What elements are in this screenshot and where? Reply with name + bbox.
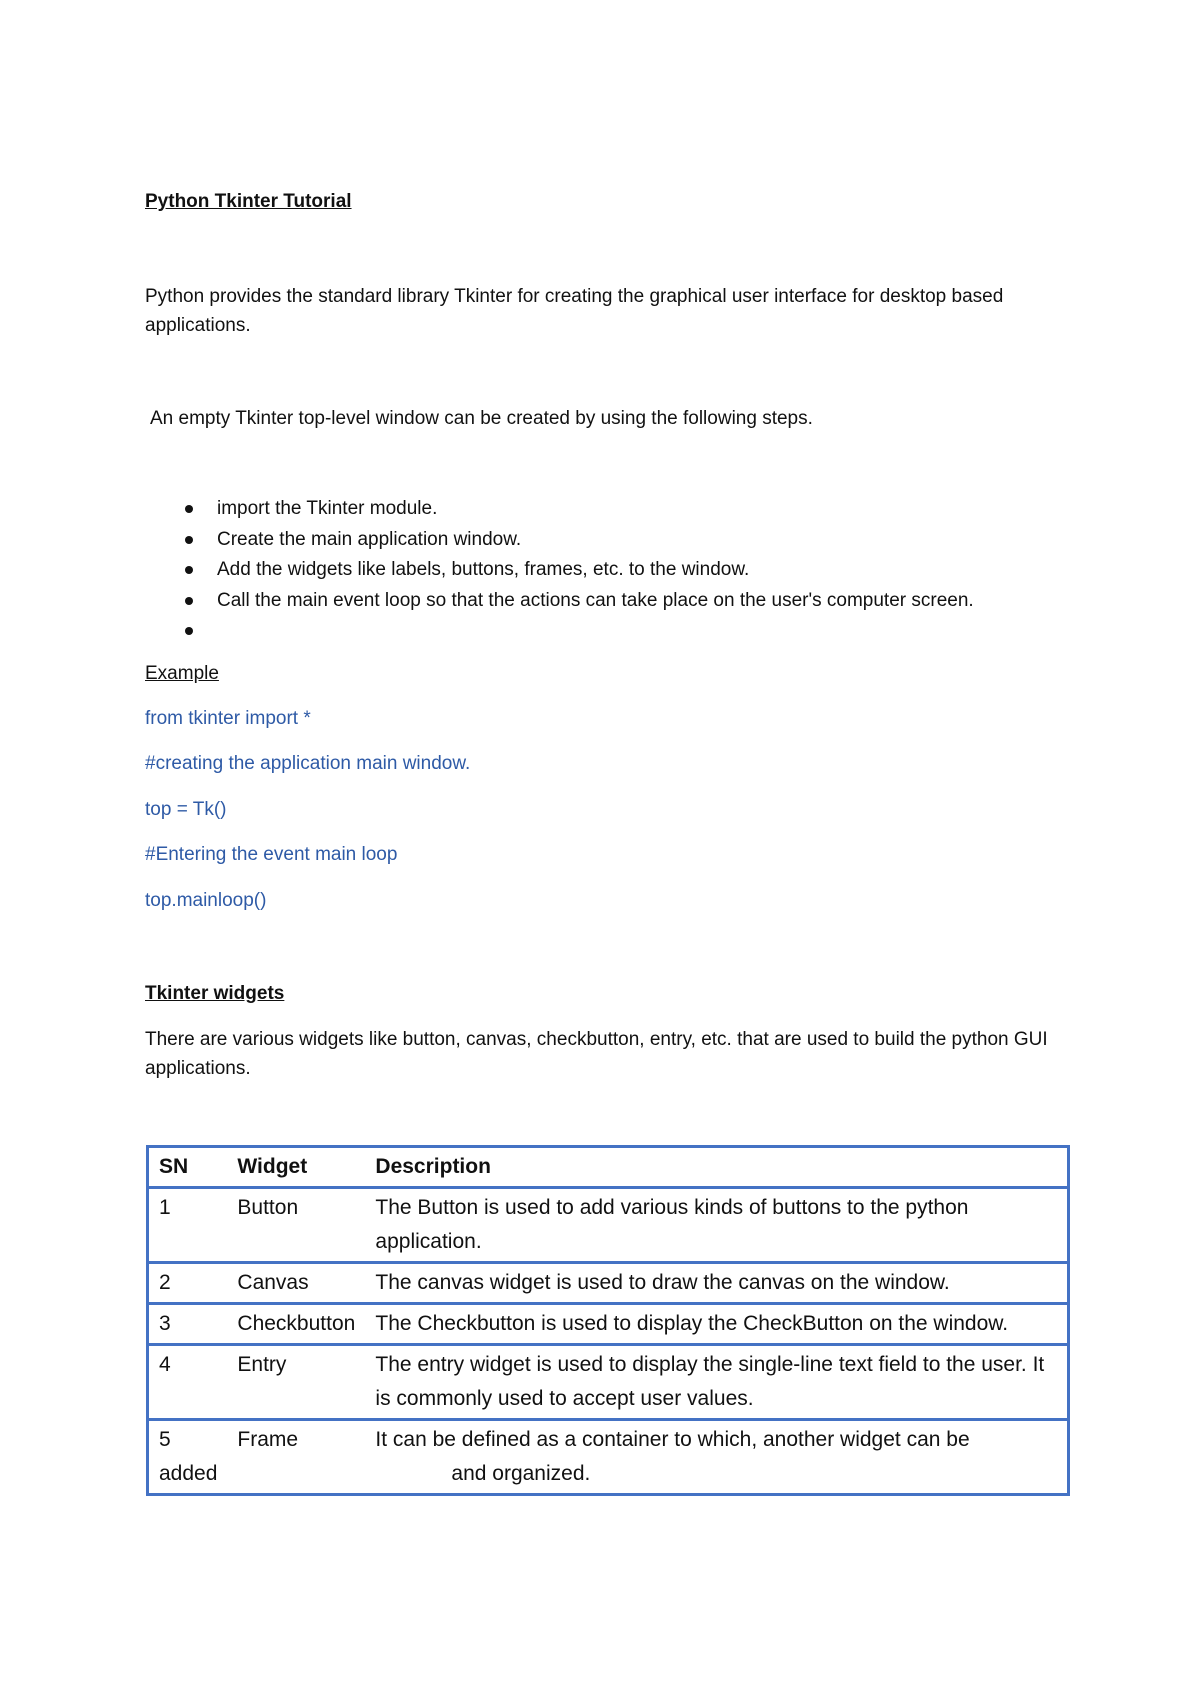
- bullet-icon: [185, 627, 193, 635]
- code-line: #creating the application main window.: [145, 753, 471, 774]
- table-row: [148, 1188, 1069, 1263]
- bullet-icon: [185, 566, 193, 574]
- step-text: Create the main application window.: [217, 528, 522, 550]
- cell-widget: Checkbutton: [227, 1304, 365, 1345]
- step-text: Add the widgets like labels, buttons, frames, etc. to the window.: [217, 559, 750, 580]
- steps-list: [145, 494, 974, 647]
- intro-paragraph: Python provides the standard library Tkinter for creating the graphical user interface for desktop based applications.: [145, 286, 1004, 336]
- cell-sn: 3: [148, 1304, 228, 1345]
- steps-intro: An empty Tkinter top-level window can be created by using the following steps.: [150, 408, 813, 429]
- cell-widget: Canvas: [227, 1263, 365, 1304]
- cell-sn: 1: [148, 1188, 228, 1263]
- cell-widget: Button: [227, 1188, 365, 1263]
- table-row: [148, 1420, 1069, 1495]
- code-line: #Entering the event main loop: [145, 844, 398, 865]
- widgets-intro: There are various widgets like button, canvas, checkbutton, entry, etc. that are used to build the python GUI applications.: [145, 1029, 1048, 1079]
- cell-sn: 2: [148, 1263, 228, 1304]
- cell-description: The Checkbutton is used to display the CheckButton on the window.: [365, 1304, 1068, 1345]
- list-item: [145, 586, 974, 617]
- description-line: and organized.: [451, 1462, 591, 1485]
- list-item: [145, 555, 974, 586]
- bullet-icon: [185, 505, 193, 513]
- cell-description: The Button is used to add various kinds of buttons to the python application.: [365, 1188, 1068, 1263]
- header-widget: Widget: [227, 1147, 365, 1188]
- table-row: [148, 1304, 1069, 1345]
- sn-value: 5: [159, 1428, 171, 1451]
- header-sn: SN: [148, 1147, 228, 1188]
- cell-widget: Entry: [227, 1345, 365, 1420]
- cell-description: [365, 1420, 1068, 1495]
- cell-description: The entry widget is used to display the single-line text field to the user. It is commonly used to accept user values.: [365, 1345, 1068, 1420]
- example-heading: Example: [145, 663, 219, 684]
- description-line: It can be defined as a container to which, another widget can be: [375, 1428, 970, 1451]
- cell-sn: 4: [148, 1345, 228, 1420]
- cell-description: The canvas widget is used to draw the canvas on the window.: [365, 1263, 1068, 1304]
- list-item: [145, 525, 974, 556]
- bullet-icon: [185, 536, 193, 544]
- code-line: top.mainloop(): [145, 890, 267, 911]
- bullet-icon: [185, 597, 193, 605]
- cell-sn: [148, 1420, 228, 1495]
- widgets-table: [146, 1145, 1070, 1496]
- sn-continuation: added: [159, 1462, 218, 1485]
- header-description: Description: [365, 1147, 1068, 1188]
- widgets-heading: Tkinter widgets: [145, 983, 285, 1004]
- table-header-row: [148, 1147, 1069, 1188]
- table-row: [148, 1345, 1069, 1420]
- code-line: top = Tk(): [145, 799, 227, 820]
- cell-widget: Frame: [227, 1420, 365, 1495]
- step-text: Call the main event loop so that the actions can take place on the user's computer screen.: [217, 589, 974, 611]
- document-title: Python Tkinter Tutorial: [145, 191, 352, 212]
- list-item: [145, 616, 974, 647]
- list-item: [145, 494, 974, 525]
- code-line: from tkinter import *: [145, 708, 311, 729]
- step-text: import the Tkinter module.: [217, 498, 438, 519]
- table-row: [148, 1263, 1069, 1304]
